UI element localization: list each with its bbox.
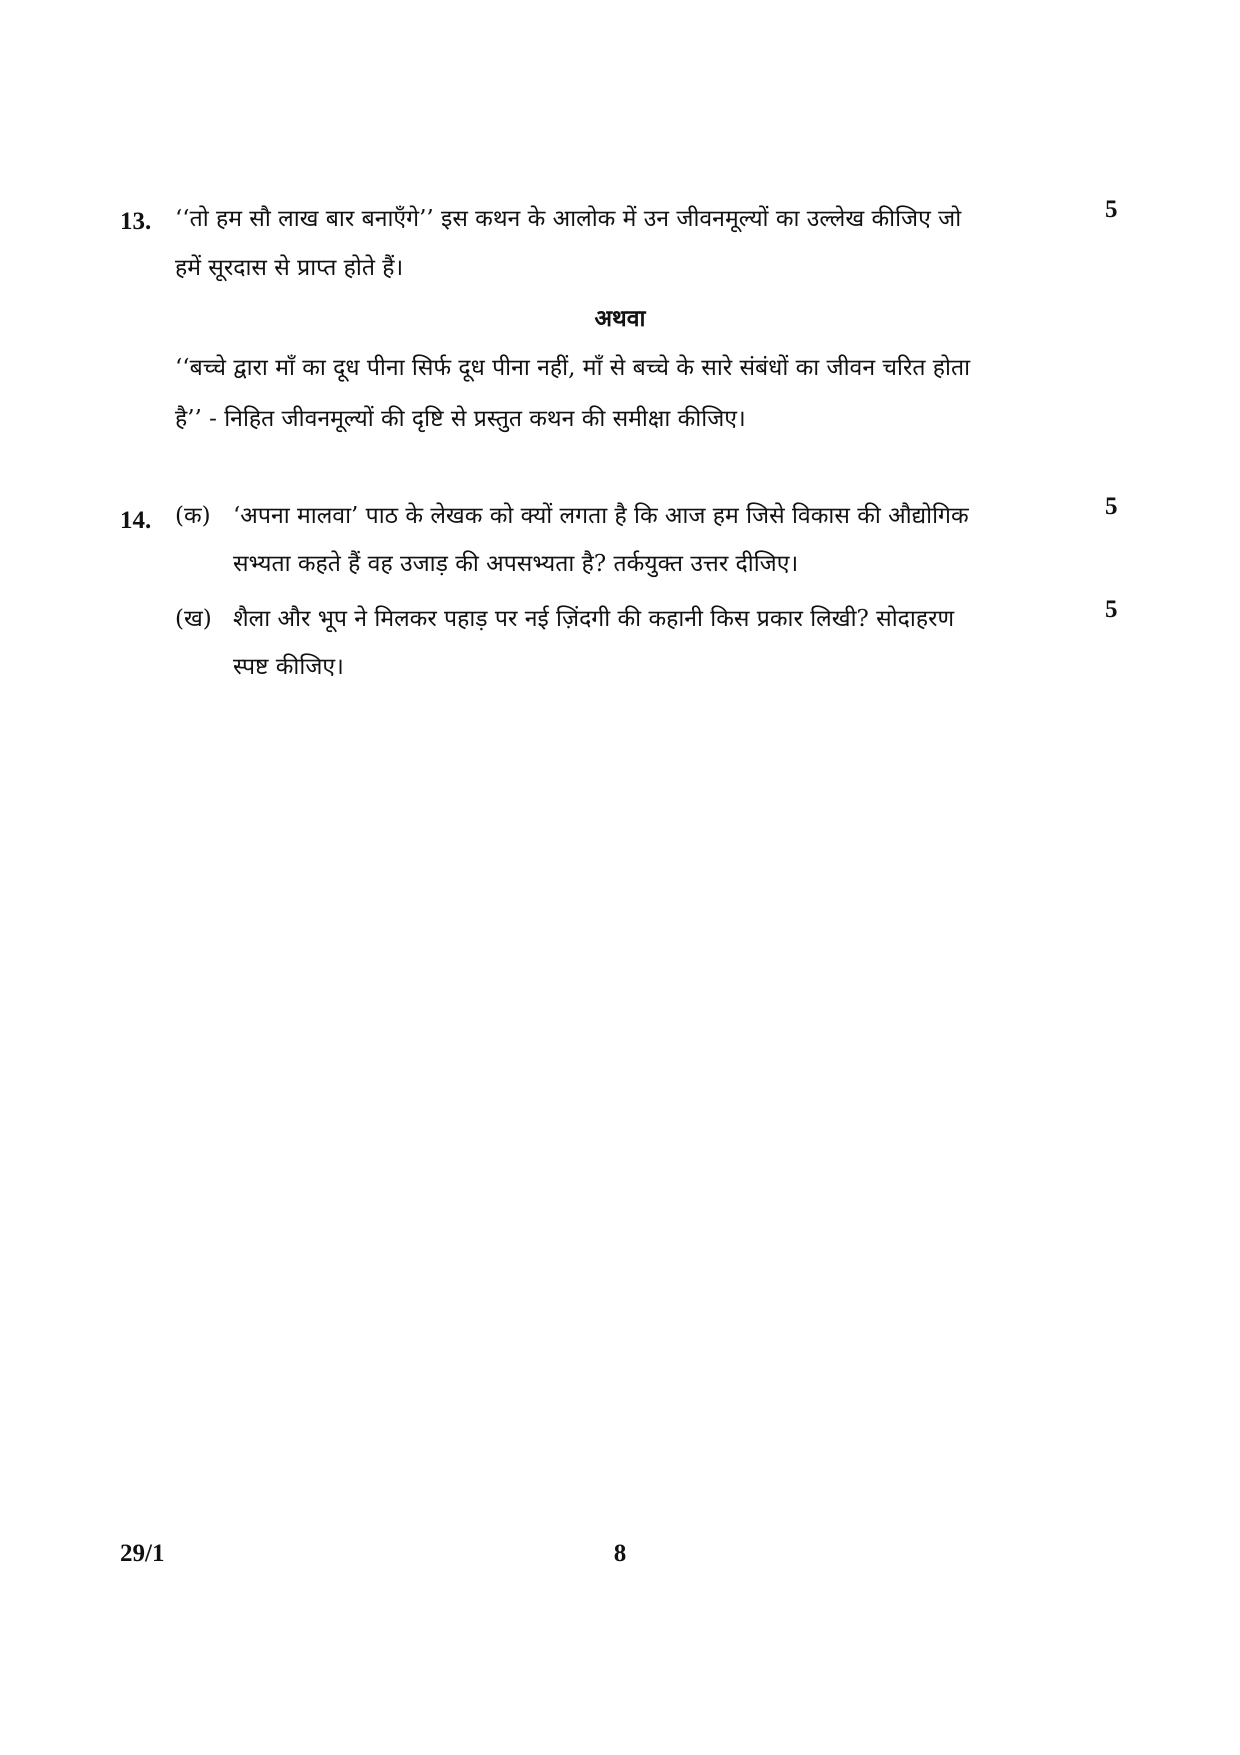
paper-code: 29/1 (120, 1540, 165, 1567)
part-text-line: ‘अपना मालवा’ पाठ के लेखक को क्यों लगता है कि आज हम जिसे विकास की औद्योगिक (233, 503, 969, 529)
question-text-line: ‘‘तो हम सौ लाख बार बनाएँगे’’ इस कथन के आलोक में उन जीवनमूल्यों का उल्लेख कीजिए जो (175, 206, 962, 232)
alternate-question-line: ‘‘बच्चे द्वारा माँ का दूध पीना सिर्फ दूध पीना नहीं, माँ से बच्चे के सारे संबंधों का जीवन चरित होता (175, 355, 971, 381)
part-marks: 5 (1105, 493, 1118, 520)
question-number: 13. (120, 208, 152, 235)
question-marks: 5 (1105, 196, 1118, 223)
part-label: (ख) (175, 606, 212, 632)
part-text-line: स्पष्ट कीजिए। (233, 654, 344, 680)
part-label: (क) (175, 503, 211, 529)
or-label: अथवा (594, 305, 646, 332)
part-marks: 5 (1105, 596, 1118, 623)
part-text-line: शैला और भूप ने मिलकर पहाड़ पर नई ज़िंदगी की कहानी किस प्रकार लिखी? सोदाहरण (233, 606, 955, 632)
page-number: 8 (613, 1540, 627, 1567)
part-text-line: सभ्यता कहते हैं वह उजाड़ की अपसभ्यता है? तर्कयुक्त उत्तर दीजिए। (233, 551, 799, 577)
question-text-line: हमें सूरदास से प्राप्त होते हैं। (175, 255, 404, 281)
alternate-question-line: है’’ - निहित जीवनमूल्यों की दृष्टि से प्रस्तुत कथन की समीक्षा कीजिए। (175, 406, 746, 432)
question-number: 14. (120, 507, 152, 534)
